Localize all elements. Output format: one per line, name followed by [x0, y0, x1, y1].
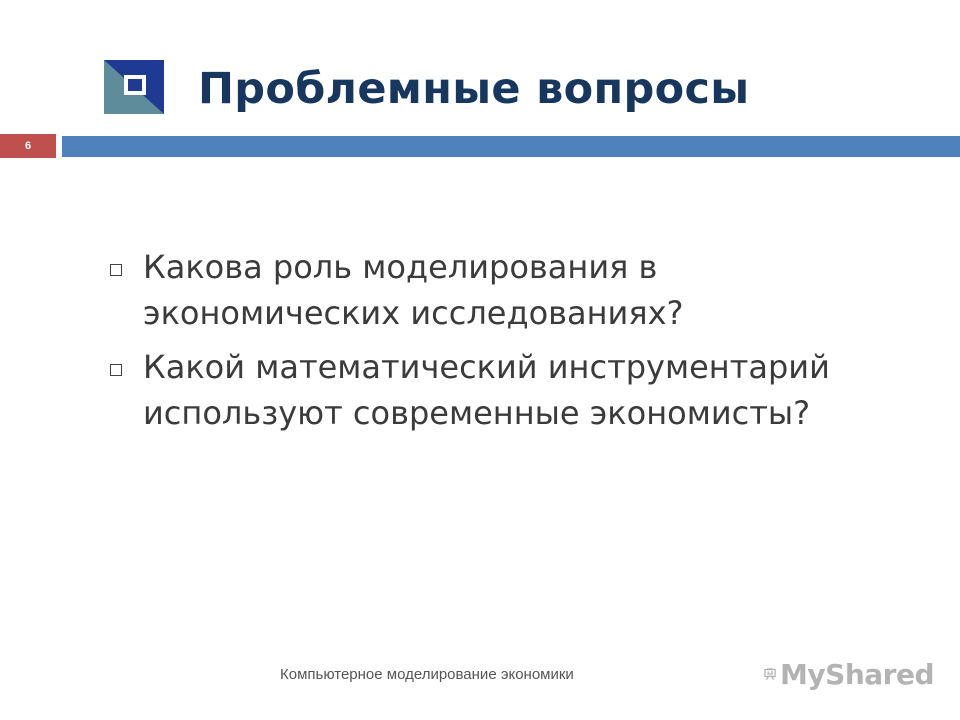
watermark-text: MyShared	[780, 657, 934, 691]
hollow-square-bullet-icon	[110, 364, 122, 376]
bullet-item	[108, 244, 908, 336]
title-rule-bar	[62, 136, 960, 157]
slide-footer: Компьютерное моделирование экономики	[280, 666, 574, 683]
slide-logo-icon	[104, 60, 164, 114]
bullet-list	[108, 244, 908, 444]
bullet-line: Какой математический инструментарий	[143, 348, 830, 386]
presentation-board-icon	[764, 654, 776, 694]
bullet-line: используют современные экономисты?	[143, 394, 811, 432]
myshared-watermark[interactable]	[764, 652, 934, 696]
bullet-line: Какова роль моделирования в	[143, 248, 658, 286]
bullet-line: экономических исследованиях?	[143, 294, 684, 332]
hollow-square-bullet-icon	[110, 264, 122, 276]
bullet-item	[108, 344, 908, 436]
slide-number-badge: 6	[0, 134, 56, 158]
slide-title: Проблемные вопросы	[198, 64, 750, 114]
